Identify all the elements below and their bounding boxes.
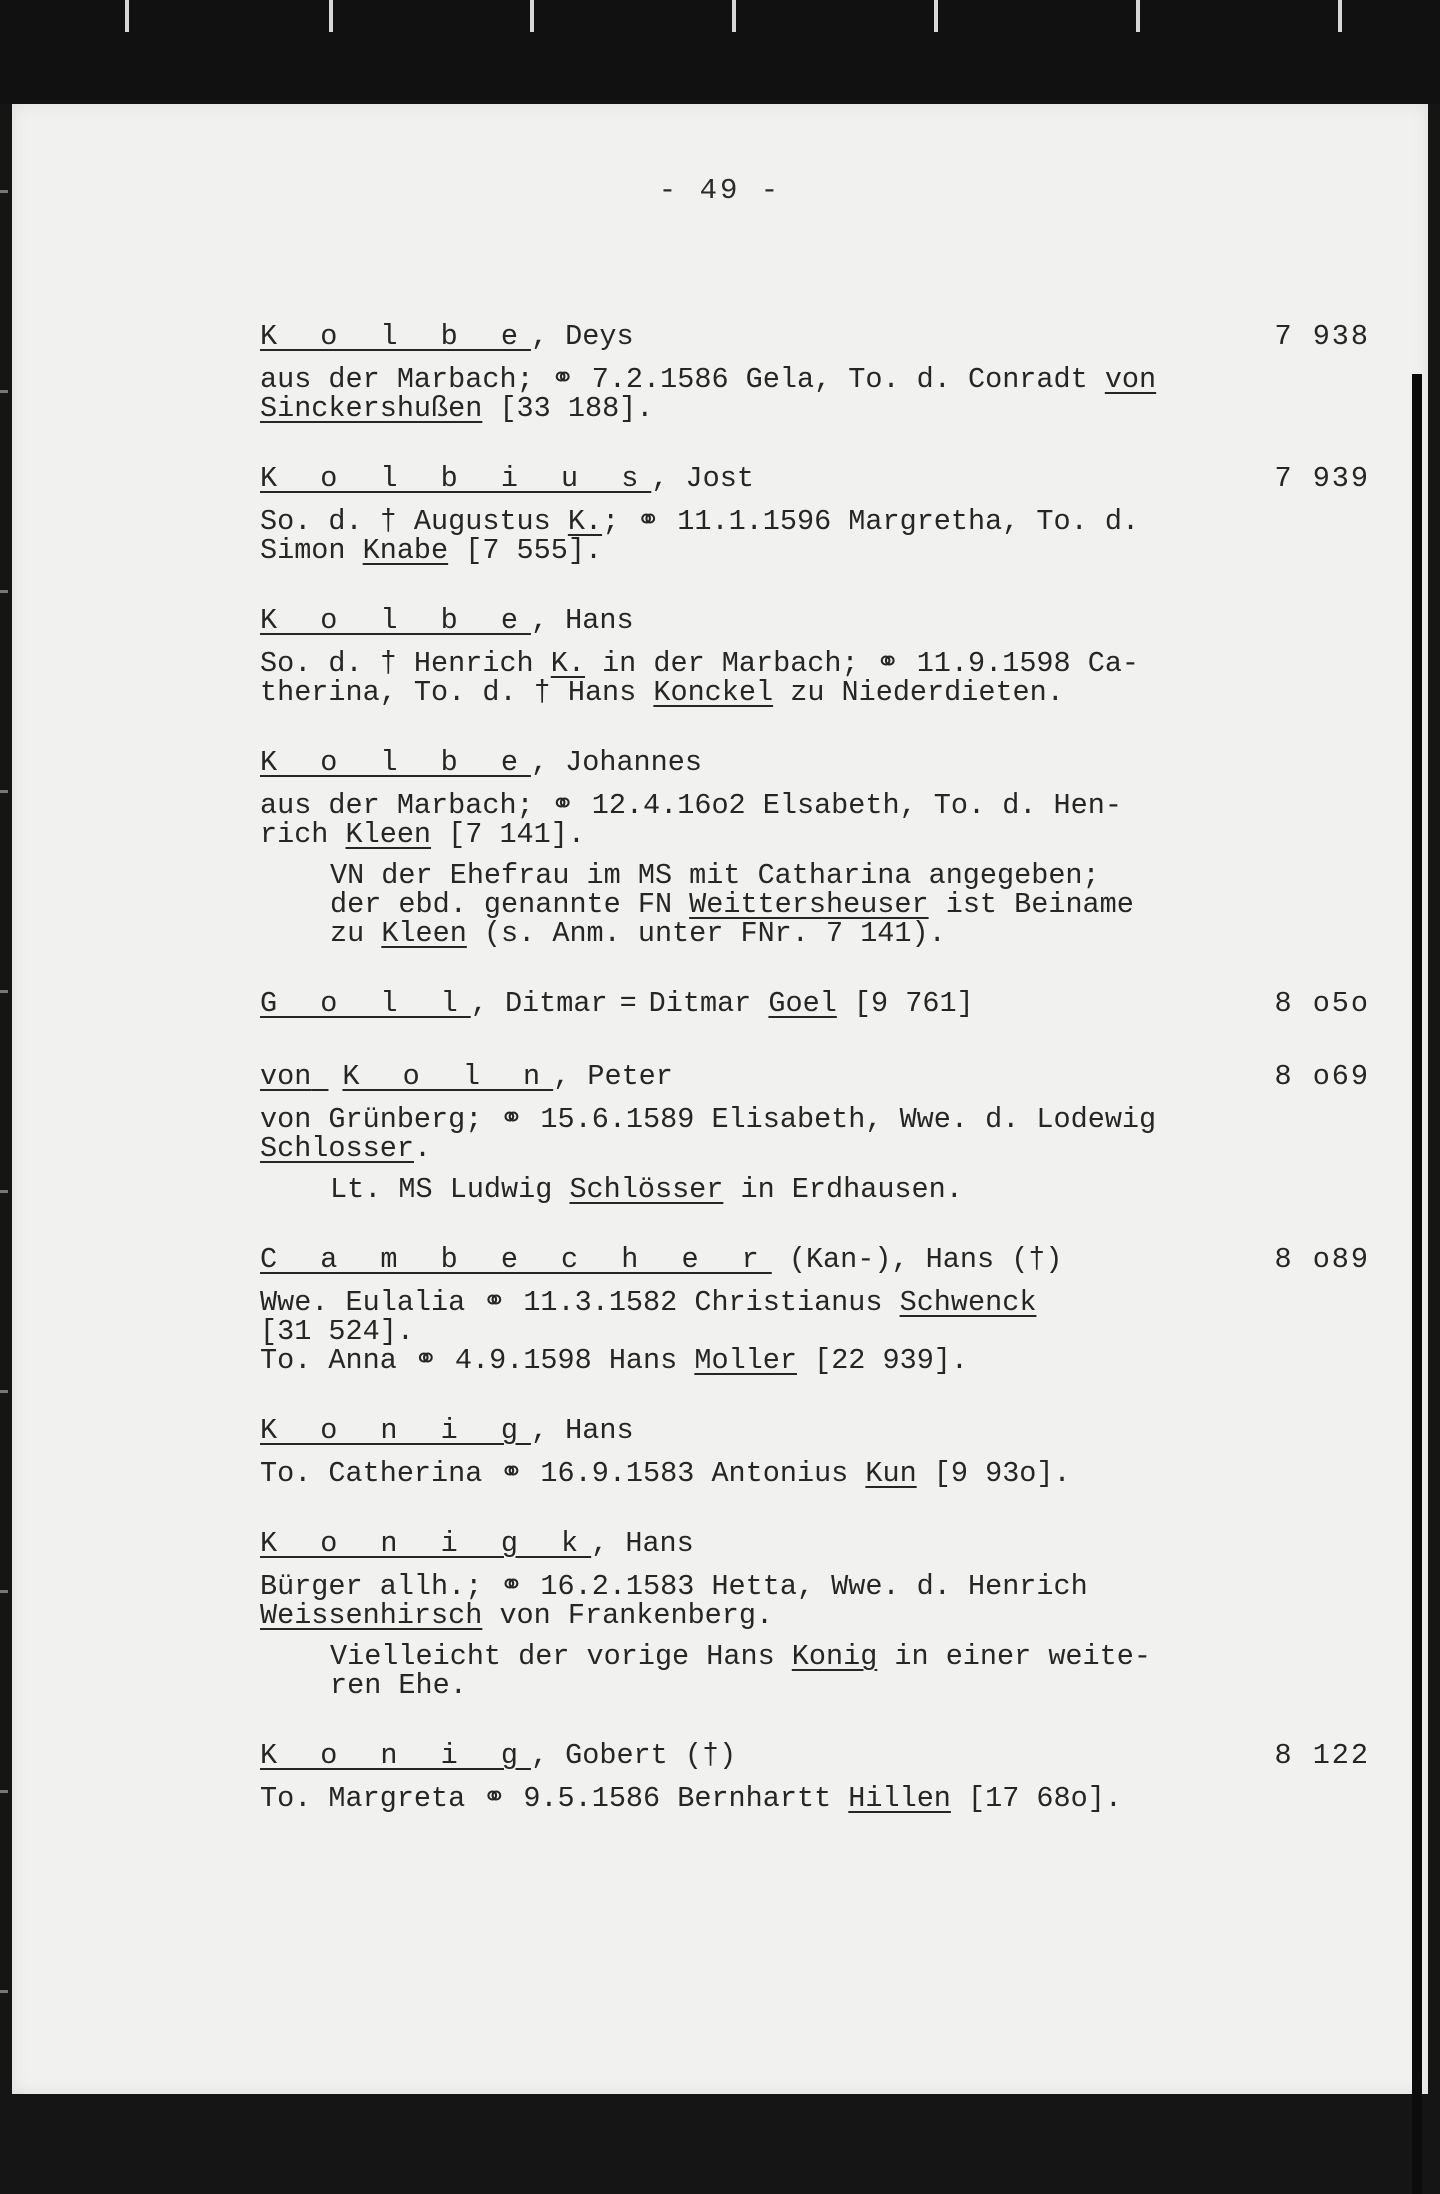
linked-name: Schlosser <box>260 1132 414 1165</box>
surname: K o l b e <box>260 604 531 637</box>
given-name: , Johannes <box>530 746 702 779</box>
text-run: therina, To. d. † Hans <box>260 676 654 709</box>
surname: K o n i g <box>260 1414 531 1447</box>
scan-border-top <box>0 0 1440 104</box>
scan-edge-mark <box>0 1590 8 1593</box>
linked-name: von <box>1104 363 1157 396</box>
text-run: [17 68o]. <box>950 1782 1122 1815</box>
scan-edge-mark <box>0 790 8 793</box>
surname: K o l b e <box>260 746 531 779</box>
text-run: Wwe. Eulalia ⚭ 11.3.1582 Christianus <box>260 1286 900 1319</box>
register-entry <box>260 748 1380 948</box>
entry-header <box>260 1062 1380 1094</box>
linked-name: Kleen <box>345 818 432 851</box>
text-run: [7 141]. <box>431 818 585 851</box>
text-run: von Grünberg; ⚭ 15.6.1589 Elisabeth, Wwe. d. Lodewig <box>260 1103 1157 1136</box>
text-run: Bürger allh.; ⚭ 16.2.1583 Hetta, Wwe. d. Henrich <box>260 1570 1088 1603</box>
text-run: von Frankenberg. <box>482 1599 774 1632</box>
text-run: Lt. MS Ludwig <box>330 1173 570 1206</box>
scan-edge-mark <box>0 1990 8 1993</box>
text-run: aus der Marbach; ⚭ 7.2.1586 Gela, To. d. Conradt <box>260 363 1105 396</box>
film-tick <box>329 0 333 32</box>
register-entries <box>260 322 1380 1854</box>
text-run: in Erdhausen. <box>723 1173 963 1206</box>
text-run: [9 761] <box>836 987 974 1020</box>
entry-header <box>260 1245 1380 1277</box>
family-number: 7 938 <box>1274 320 1370 353</box>
page-number: - 49 - <box>658 174 782 207</box>
scan-shadow-right <box>1412 374 1422 2194</box>
linked-name: Konig <box>791 1640 878 1673</box>
entry-note <box>330 1175 1190 1204</box>
text-run: aus der Marbach; ⚭ 12.4.16o2 Elsabeth, To. d. Hen- <box>260 789 1122 822</box>
scan-edge-mark <box>0 1190 8 1193</box>
linked-name: K. <box>567 505 603 538</box>
register-entry <box>260 1062 1380 1204</box>
entry-header <box>260 1416 1380 1448</box>
entry-text <box>260 1288 1190 1375</box>
surname: C a m b e c h e r <box>260 1243 772 1276</box>
register-entry <box>260 1245 1380 1375</box>
text-run: So. d. † Augustus <box>260 505 568 538</box>
linked-name: Weittersheuser <box>689 888 929 921</box>
entry-header <box>260 1741 1380 1773</box>
family-number: 7 939 <box>1274 462 1370 495</box>
text-run: in der Marbach; ⚭ 11.9.1598 Ca- <box>584 647 1140 680</box>
text-run: [22 939]. <box>796 1344 969 1377</box>
given-name: , Hans <box>591 1527 694 1560</box>
entry-text <box>260 1784 1190 1813</box>
given-name: , Peter <box>553 1060 673 1093</box>
linked-name: Kun <box>865 1457 917 1490</box>
surname: K o l n <box>342 1060 554 1093</box>
text-run: ist Beiname <box>928 888 1134 921</box>
surname: K o n i g k <box>260 1527 592 1560</box>
entry-text <box>260 1572 1190 1630</box>
linked-name: Goel <box>768 987 837 1020</box>
family-number: 8 o5o <box>1274 987 1370 1020</box>
equals-sign: = <box>619 987 637 1020</box>
linked-name: Weissenhirsch <box>260 1599 483 1632</box>
linked-name: Sinckershußen <box>260 392 483 425</box>
given-name: , Ditmar <box>470 987 608 1020</box>
family-number: 8 o69 <box>1274 1060 1370 1093</box>
entry-header <box>260 748 1380 780</box>
register-entry <box>260 322 1380 423</box>
linked-name: Kleen <box>381 917 467 950</box>
given-name: , Hans <box>530 604 634 637</box>
scan-edge-mark <box>0 190 8 193</box>
given-name: , Deys <box>530 320 634 353</box>
register-entry <box>260 1416 1380 1488</box>
text-run: To. Anna ⚭ 4.9.1598 Hans <box>260 1344 695 1377</box>
scan-edge-mark <box>0 390 8 393</box>
text-run: [33 188]. <box>482 392 654 425</box>
text-run: [9 93o]. <box>916 1457 1071 1490</box>
film-tick <box>530 0 534 32</box>
text-run: rich <box>260 818 346 851</box>
text-run: To. Margreta ⚭ 9.5.1586 Bernhartt <box>260 1782 849 1815</box>
text-run: To. Catherina ⚭ 16.9.1583 Antonius <box>260 1457 866 1490</box>
text-run: Simon <box>260 534 363 567</box>
family-number: 8 122 <box>1274 1739 1370 1772</box>
scan-edge-mark <box>0 1390 8 1393</box>
entry-text <box>260 791 1190 849</box>
film-tick <box>934 0 938 32</box>
entry-text <box>260 1105 1190 1163</box>
text-run: [7 555]. <box>448 534 603 567</box>
register-entry <box>260 1529 1380 1700</box>
entry-header <box>260 1529 1380 1561</box>
text-run: (s. Anm. unter FNr. 7 141). <box>466 917 946 950</box>
surname: K o l b i u s <box>260 462 652 495</box>
entry-text <box>260 649 1190 707</box>
entry-text <box>260 507 1190 565</box>
entry-header <box>260 464 1380 496</box>
given-name: , Hans <box>530 1414 634 1447</box>
surname: K o n i g <box>260 1739 531 1772</box>
linked-name: Moller <box>694 1344 797 1377</box>
film-tick <box>732 0 736 32</box>
entry-header <box>260 989 1380 1021</box>
film-tick <box>125 0 129 32</box>
register-entry <box>260 989 1380 1021</box>
text-run: zu <box>330 917 382 950</box>
entry-note <box>330 1642 1190 1700</box>
document-page <box>12 104 1428 2094</box>
linked-name: Schwenck <box>899 1286 1037 1319</box>
linked-name: Schlösser <box>569 1173 724 1206</box>
linked-name: Hillen <box>848 1782 951 1815</box>
surname: K o l b e <box>260 320 531 353</box>
text-run: . <box>413 1132 432 1165</box>
text-run: [31 524]. <box>260 1315 414 1348</box>
register-entry <box>260 606 1380 707</box>
entry-header <box>260 606 1380 638</box>
given-name: , Jost <box>651 462 754 495</box>
text-run: ren Ehe. <box>330 1669 467 1702</box>
text-run: der ebd. genannte FN <box>330 888 690 921</box>
entry-text <box>260 1459 1190 1488</box>
given-name: (Kan-), Hans (†) <box>771 1243 1063 1276</box>
scan-edge-mark <box>0 990 8 993</box>
text-run: in einer weite- <box>877 1640 1151 1673</box>
text-run: ; ⚭ 11.1.1596 Margretha, To. d. <box>602 505 1140 538</box>
text-run: So. d. † Henrich <box>260 647 551 680</box>
film-tick <box>1338 0 1342 32</box>
family-number: 8 o89 <box>1274 1243 1370 1276</box>
text-run: zu Niederdieten. <box>773 676 1064 709</box>
entry-header <box>260 322 1380 354</box>
name-prefix: von <box>260 1060 312 1093</box>
scan-edge-mark <box>0 1790 8 1793</box>
register-entry <box>260 1741 1380 1813</box>
text-run: Vielleicht der vorige Hans <box>330 1640 792 1673</box>
text-run: VN der Ehefrau im MS mit Catharina angegeben; <box>330 859 1100 892</box>
entry-text <box>260 365 1190 423</box>
linked-name: Konckel <box>653 676 774 709</box>
given-name: , Gobert (†) <box>530 1739 737 1772</box>
scan-edge-mark <box>0 590 8 593</box>
text-run: Ditmar <box>648 987 769 1020</box>
film-tick <box>1136 0 1140 32</box>
surname: G o l l <box>260 987 471 1020</box>
linked-name: Knabe <box>362 534 449 567</box>
register-entry <box>260 464 1380 565</box>
entry-note <box>330 861 1190 948</box>
linked-name: K. <box>550 647 585 680</box>
